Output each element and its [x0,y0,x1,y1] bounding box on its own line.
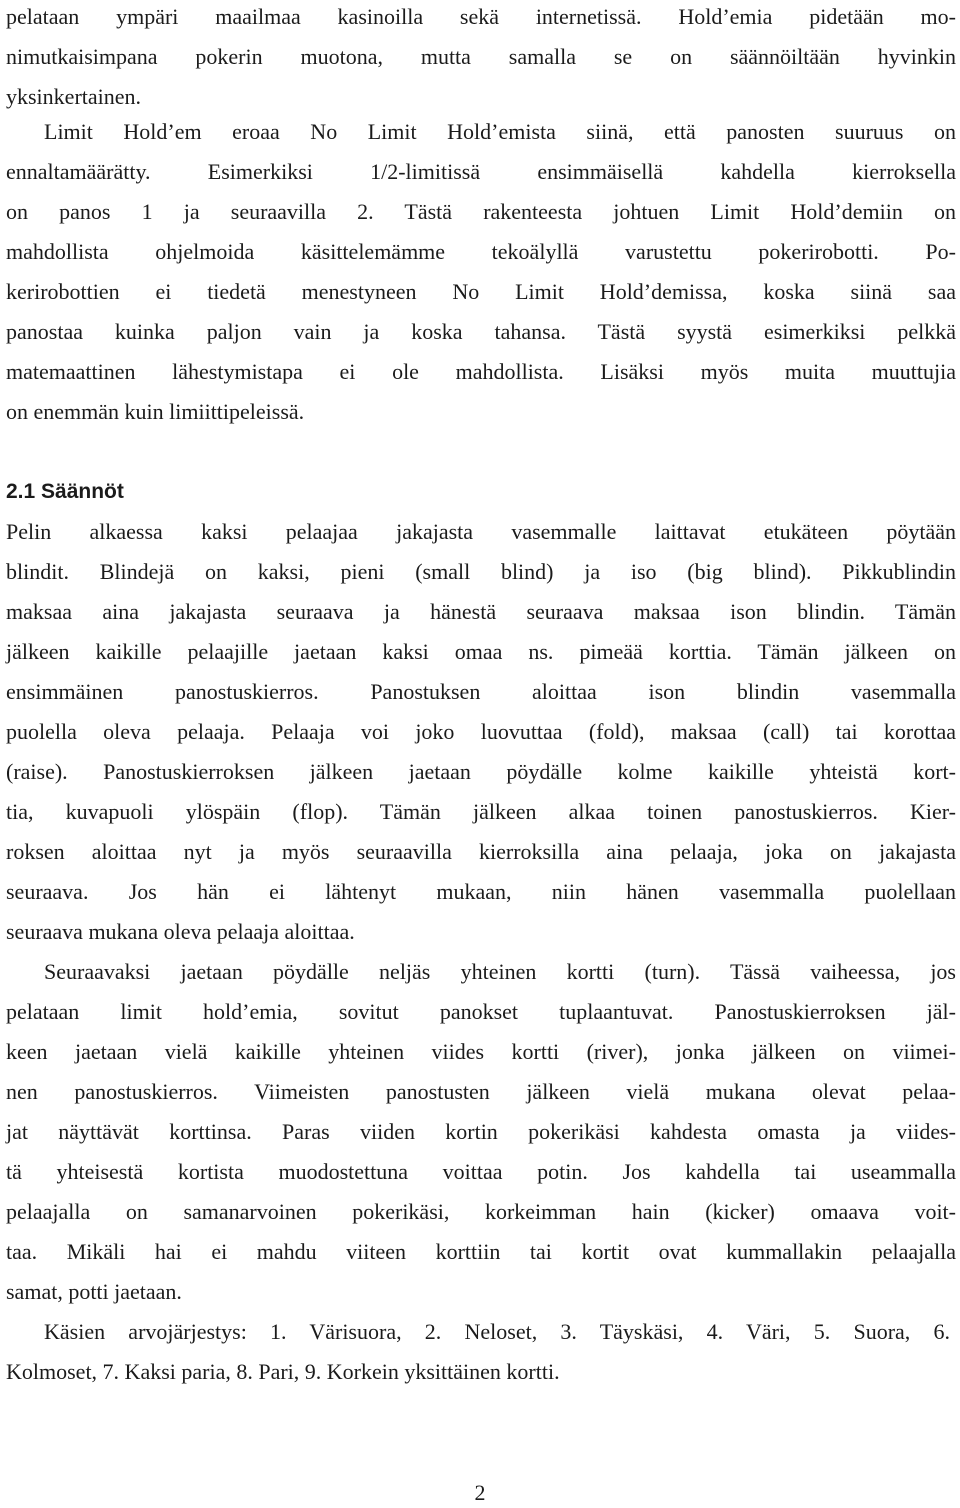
text-line: nimutkaisimpana pokerin muotona, mutta samalla se on säännöiltään hyvinkin [6,44,956,69]
text-line: samat, potti jaetaan. [6,1279,182,1304]
text-line: yksinkertainen. [6,84,142,109]
text-line: matemaattinen lähestymistapa ei ole mahdollista. Lisäksi myös muita muuttujia [6,359,956,384]
text-line: tä yhteisestä kortista muodostettuna voittaa potin. Jos kahdella tai useammalla [6,1159,956,1184]
text-line: pelataan ympäri maailmaa kasinoilla sekä internetissä. Hold’emia pidetään mo- [6,4,956,29]
text-line: Pelin alkaessa kaksi pelaajaa jakajasta vasemmalle laittavat etukäteen pöytään [6,519,956,544]
text-line: blindit. Blindejä on kaksi, pieni (small blind) ja iso (big blind). Pikkublindin [6,559,956,584]
section-heading: 2.1 Säännöt [6,480,124,503]
text-line: kerirobottien ei tiedetä menestyneen No Limit Hold’demissa, koska siinä saa [6,279,956,304]
text-line: nen panostuskierros. Viimeisten panostusten jälkeen vielä mukana olevat pelaa- [6,1079,956,1104]
text-line: ennaltamäärätty. Esimerkiksi 1/2-limitissä ensimmäisellä kahdella kierroksella [6,159,956,184]
text-line: maksaa aina jakajasta seuraava ja hänestä seuraava maksaa ison blindin. Tämän [6,599,956,624]
text-line: Limit Hold’em eroaa No Limit Hold’emista siinä, että panosten suuruus on [44,119,956,144]
text-line: ensimmäinen panostuskierros. Panostuksen aloittaa ison blindin vasemmalla [6,679,956,704]
text-line: Seuraavaksi jaetaan pöydälle neljäs yhteinen kortti (turn). Tässä vaiheessa, jos [44,959,956,984]
text-line: jälkeen kaikille pelaajille jaetaan kaksi omaa ns. pimeää korttia. Tämän jälkeen on [6,639,956,664]
text-line: puolella oleva pelaaja. Pelaaja voi joko luovuttaa (fold), maksaa (call) tai korottaa [6,719,956,744]
text-line: seuraava mukana oleva pelaaja aloittaa. [6,919,355,944]
text-line: keen jaetaan vielä kaikille yhteinen viides kortti (river), jonka jälkeen on viimei- [6,1039,956,1064]
page-number: 2 [474,1480,486,1505]
text-line: tia, kuvapuoli ylöspäin (flop). Tämän jälkeen alkaa toinen panostuskierros. Kier- [6,799,956,824]
text-line: on panos 1 ja seuraavilla 2. Tästä rakenteesta johtuen Limit Hold’demiin on [6,199,956,224]
text-line: pelataan limit hold’emia, sovitut panokset tuplaantuvat. Panostuskierroksen jäl- [6,999,956,1024]
text-line: Kolmoset, 7. Kaksi paria, 8. Pari, 9. Korkein yksittäinen kortti. [6,1359,560,1384]
text-line: (raise). Panostuskierroksen jälkeen jaetaan pöydälle kolme kaikille yhteistä kort- [6,759,956,784]
text-line: mahdollista ohjelmoida käsittelemämme tekoälyllä varustettu pokerirobotti. Po- [6,239,956,264]
text-line: seuraava. Jos hän ei lähtenyt mukaan, niin hänen vasemmalla puolellaan [6,879,956,904]
text-line: on enemmän kuin limiittipeleissä. [6,399,305,424]
text-line: pelaajalla on samanarvoinen pokerikäsi, korkeimman hain (kicker) omaava voit- [6,1199,956,1224]
text-line: Käsien arvojärjestys: 1. Värisuora, 2. Neloset, 3. Täyskäsi, 4. Väri, 5. Suora, 6. [44,1319,950,1344]
text-line: roksen aloittaa nyt ja myös seuraavilla kierroksilla aina pelaaja, joka on jakajasta [6,839,956,864]
text-line: panostaa kuinka paljon vain ja koska tahansa. Tästä syystä esimerkiksi pelkkä [6,319,956,344]
text-line: taa. Mikäli hai ei mahdu viiteen korttiin tai kortit ovat kummallakin pelaajalla [6,1239,956,1264]
text-line: jat näyttävät korttinsa. Paras viiden kortin pokerikäsi kahdesta omasta ja viides- [6,1119,956,1144]
